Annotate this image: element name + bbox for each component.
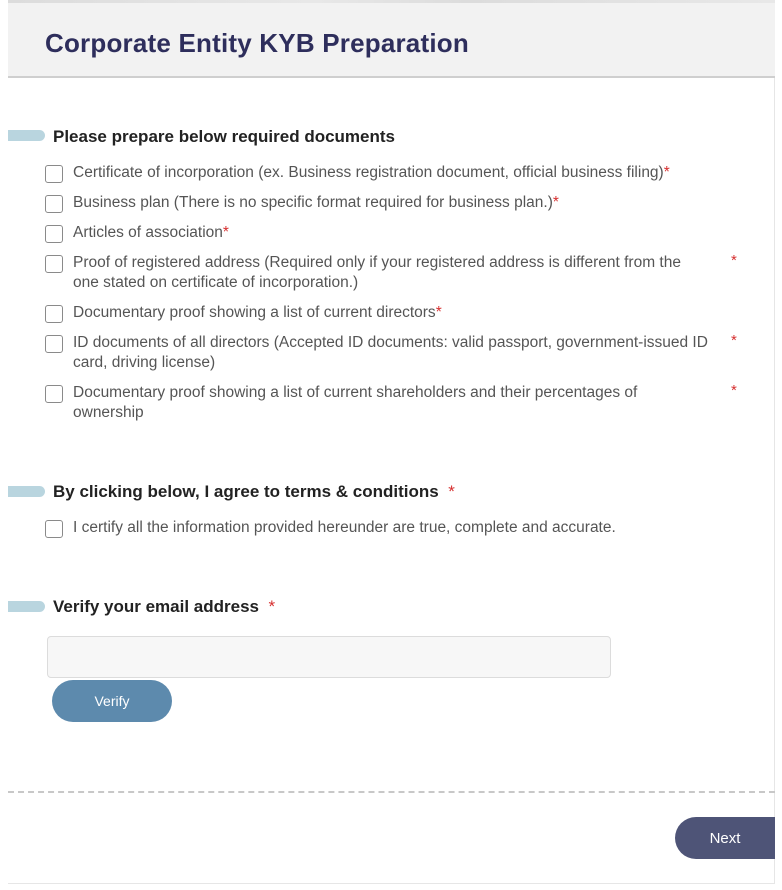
- checkbox-business-plan[interactable]: [45, 195, 63, 213]
- terms-title-text: By clicking below, I agree to terms & conditions: [53, 482, 439, 501]
- section-accent-bar: [8, 486, 45, 497]
- certify-label: I certify all the information provided hereunder are true, complete and accurate.: [73, 519, 616, 536]
- checkbox-shareholders-proof[interactable]: [45, 385, 63, 403]
- page-title: Corporate Entity KYB Preparation: [45, 28, 469, 58]
- required-star: *: [268, 597, 276, 616]
- item-label-shareholders-proof: [73, 383, 637, 423]
- required-star: *: [435, 304, 442, 321]
- item-label-director-id-documents: [73, 333, 708, 373]
- required-star: *: [222, 224, 229, 241]
- item-text-line: Documentary proof showing a list of current shareholders and their percentages of: [73, 384, 638, 401]
- item-text-line: Documentary proof showing a list of current directors: [73, 304, 436, 321]
- required-star: *: [552, 194, 559, 211]
- email-title-text: Verify your email address: [53, 597, 259, 616]
- required-star: *: [448, 482, 455, 501]
- email-section-title: [53, 597, 275, 617]
- footer-divider: [8, 791, 775, 793]
- item-text-line: one stated on certificate of incorporation.): [73, 274, 359, 291]
- item-text-line: card, driving license): [73, 354, 216, 371]
- documents-section-title: Please prepare below required documents: [53, 127, 396, 146]
- terms-section-title: [53, 482, 455, 502]
- item-text-line: Proof of registered address (Required only if your registered address is different from the: [73, 254, 681, 271]
- item-label-proof-of-registered-address: [73, 253, 681, 293]
- required-star: *: [731, 252, 737, 269]
- checkbox-current-directors-proof[interactable]: [45, 305, 63, 323]
- page-header: [8, 0, 775, 78]
- item-text-line: Business plan (There is no specific format required for business plan.): [73, 194, 553, 211]
- item-text-line: Articles of association: [73, 224, 223, 241]
- item-label-certificate-of-incorporation: [73, 163, 670, 183]
- required-star: *: [731, 332, 737, 349]
- item-text-line: ownership: [73, 404, 144, 421]
- section-accent-bar: [8, 601, 45, 612]
- section-accent-bar: [8, 130, 45, 141]
- checkbox-certify-information[interactable]: [45, 520, 63, 538]
- header-top-strip: [8, 0, 775, 3]
- required-star: *: [731, 382, 737, 399]
- item-label-current-directors-proof: [73, 303, 442, 323]
- item-label-business-plan: [73, 193, 559, 213]
- checkbox-certificate-of-incorporation[interactable]: [45, 165, 63, 183]
- checkbox-director-id-documents[interactable]: [45, 335, 63, 353]
- verify-button[interactable]: Verify: [52, 680, 172, 722]
- checkbox-proof-of-registered-address[interactable]: [45, 255, 63, 273]
- checkbox-articles-of-association[interactable]: [45, 225, 63, 243]
- item-text-line: Certificate of incorporation (ex. Business registration document, official business filing): [73, 164, 664, 181]
- required-star: *: [663, 164, 670, 181]
- email-field[interactable]: [47, 636, 611, 678]
- item-label-articles-of-association: [73, 223, 229, 243]
- item-text-line: ID documents of all directors (Accepted ID documents: valid passport, government-issued ID: [73, 334, 708, 351]
- next-button[interactable]: Next: [675, 817, 775, 859]
